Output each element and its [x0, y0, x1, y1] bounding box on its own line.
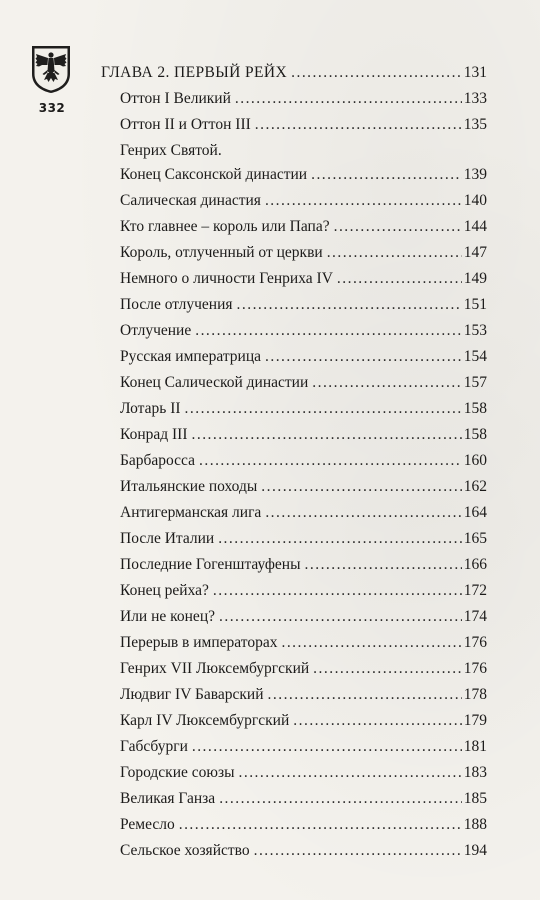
toc-entry — [101, 500, 487, 526]
chapter-page: 131 — [463, 64, 487, 81]
dot-leader — [265, 344, 462, 370]
dot-leader — [265, 188, 462, 214]
toc-entry — [101, 448, 487, 474]
eagle-coat-of-arms-icon — [30, 44, 72, 94]
dot-leader — [334, 214, 462, 240]
toc-entry-title: Немного о личности Генриха IV — [120, 270, 333, 287]
toc-entry-page: 149 — [463, 270, 487, 287]
toc-entry-title: Городские союзы — [120, 764, 235, 781]
toc-entry-title: Конец Саксонской династии — [120, 166, 308, 183]
toc-entry-title: Последние Гогенштауфены — [120, 556, 301, 573]
dot-leader — [195, 318, 462, 344]
toc-entry-page: 183 — [463, 764, 487, 781]
toc-entry-title: Отлучение — [120, 322, 192, 339]
toc-entry-title: Антигерманская лига — [120, 504, 262, 521]
toc-entry-page: 158 — [463, 400, 487, 417]
toc-entry — [101, 708, 487, 734]
toc-entry-page: 178 — [463, 686, 487, 703]
toc-entry — [101, 86, 487, 112]
dot-leader — [192, 734, 462, 760]
toc-entry-page: 144 — [463, 218, 487, 235]
dot-leader — [327, 240, 462, 266]
toc-entry-title: Карл IV Люксембургский — [120, 712, 290, 729]
toc-entry — [101, 370, 487, 396]
toc-entry — [101, 838, 487, 864]
toc-entry — [101, 318, 487, 344]
toc-entry — [101, 604, 487, 630]
toc-entry-title: Великая Ганза — [120, 790, 216, 807]
toc-entry-title: Конрад III — [120, 426, 188, 443]
toc-entry — [101, 474, 487, 500]
dot-leader — [311, 162, 462, 188]
toc-entry-title: Король, отлученный от церкви — [120, 244, 323, 261]
toc-entry — [101, 422, 487, 448]
dot-leader — [281, 630, 461, 656]
toc-entry — [101, 292, 487, 318]
toc-entry-page: 162 — [463, 478, 487, 495]
dot-leader — [239, 760, 462, 786]
toc-entry-page: 185 — [463, 790, 487, 807]
dot-leader — [305, 552, 462, 578]
toc-entry — [101, 396, 487, 422]
toc-entry-page: 158 — [463, 426, 487, 443]
toc-entry-page: 181 — [463, 738, 487, 755]
dot-leader — [235, 86, 462, 112]
dot-leader — [237, 292, 462, 318]
toc-entry-page: 194 — [463, 842, 487, 859]
toc-entry-page: 157 — [463, 374, 487, 391]
toc-entry — [101, 138, 487, 162]
dot-leader — [192, 422, 462, 448]
dot-leader — [265, 500, 461, 526]
toc-entry-title: После отлучения — [120, 296, 233, 313]
toc-entry-title: Перерыв в императорах — [120, 634, 278, 651]
toc-entry-title: Барбаросса — [120, 452, 196, 469]
toc-entry — [101, 552, 487, 578]
dot-leader — [255, 112, 462, 138]
toc-entry-title: Конец Салической династии — [120, 374, 309, 391]
toc-entry — [101, 760, 487, 786]
toc-entry-title: Оттон I Великий — [120, 90, 231, 107]
toc-entry-page: 164 — [463, 504, 487, 521]
toc-entry-page: 160 — [463, 452, 487, 469]
toc-entry-title: Итальянские походы — [120, 478, 258, 495]
toc-entry-page: 139 — [463, 166, 487, 183]
toc-entry-title: Генрих VII Люксембургский — [120, 660, 310, 677]
table-of-contents — [101, 60, 487, 864]
toc-entry-title: Или не конец? — [120, 608, 215, 625]
toc-entry-title: Людвиг IV Баварский — [120, 686, 264, 703]
toc-entry — [101, 526, 487, 552]
toc-entry-page: 154 — [463, 348, 487, 365]
toc-entry-page: 135 — [463, 116, 487, 133]
toc-entry — [101, 240, 487, 266]
toc-entry-title: Лотарь II — [120, 400, 181, 417]
toc-entry-page: 179 — [463, 712, 487, 729]
dot-leader — [199, 448, 462, 474]
toc-entries — [101, 86, 487, 864]
dot-leader — [179, 812, 462, 838]
toc-entry-page: 172 — [463, 582, 487, 599]
toc-entry — [101, 188, 487, 214]
toc-entry-page: 166 — [463, 556, 487, 573]
toc-entry-title: Ремесло — [120, 816, 175, 833]
toc-entry-page: 176 — [463, 634, 487, 651]
toc-entry — [101, 266, 487, 292]
dot-leader — [261, 474, 461, 500]
toc-entry-title: Оттон II и Оттон III — [120, 116, 251, 133]
dot-leader — [337, 266, 462, 292]
toc-entry — [101, 344, 487, 370]
dot-leader — [254, 838, 462, 864]
dot-leader — [293, 708, 461, 734]
toc-entry — [101, 578, 487, 604]
chapter-title: ГЛАВА 2. ПЕРВЫЙ РЕЙХ — [101, 64, 288, 81]
dot-leader — [291, 60, 462, 86]
toc-entry-title: Генрих Святой. — [120, 142, 222, 159]
toc-entry-page: 188 — [463, 816, 487, 833]
toc-entry-page: 133 — [463, 90, 487, 107]
dot-leader — [213, 578, 462, 604]
dot-leader — [219, 604, 462, 630]
page-number: 332 — [38, 101, 66, 115]
toc-entry-title: Кто главнее – король или Папа? — [120, 218, 330, 235]
toc-entry — [101, 656, 487, 682]
toc-entry-page: 151 — [463, 296, 487, 313]
toc-entry — [101, 112, 487, 138]
toc-entry-title: Конец рейха? — [120, 582, 209, 599]
toc-entry — [101, 214, 487, 240]
toc-entry-page: 147 — [463, 244, 487, 261]
dot-leader — [185, 396, 462, 422]
toc-chapter-heading — [101, 60, 487, 86]
toc-entry-title: После Италии — [120, 530, 215, 547]
toc-entry — [101, 812, 487, 838]
toc-entry — [101, 682, 487, 708]
dot-leader — [313, 656, 462, 682]
toc-entry — [101, 162, 487, 188]
toc-entry-page: 174 — [463, 608, 487, 625]
toc-entry-page: 153 — [463, 322, 487, 339]
toc-entry-page: 165 — [463, 530, 487, 547]
toc-entry-title: Русская императрица — [120, 348, 261, 365]
dot-leader — [218, 526, 462, 552]
dot-leader — [219, 786, 462, 812]
toc-entry — [101, 786, 487, 812]
dot-leader — [268, 682, 462, 708]
toc-entry-page: 176 — [463, 660, 487, 677]
toc-entry-title: Салическая династия — [120, 192, 261, 209]
toc-entry-page: 140 — [463, 192, 487, 209]
dot-leader — [312, 370, 462, 396]
toc-entry — [101, 734, 487, 760]
toc-entry-title: Габсбурги — [120, 738, 188, 755]
toc-entry-title: Сельское хозяйство — [120, 842, 250, 859]
toc-entry — [101, 630, 487, 656]
